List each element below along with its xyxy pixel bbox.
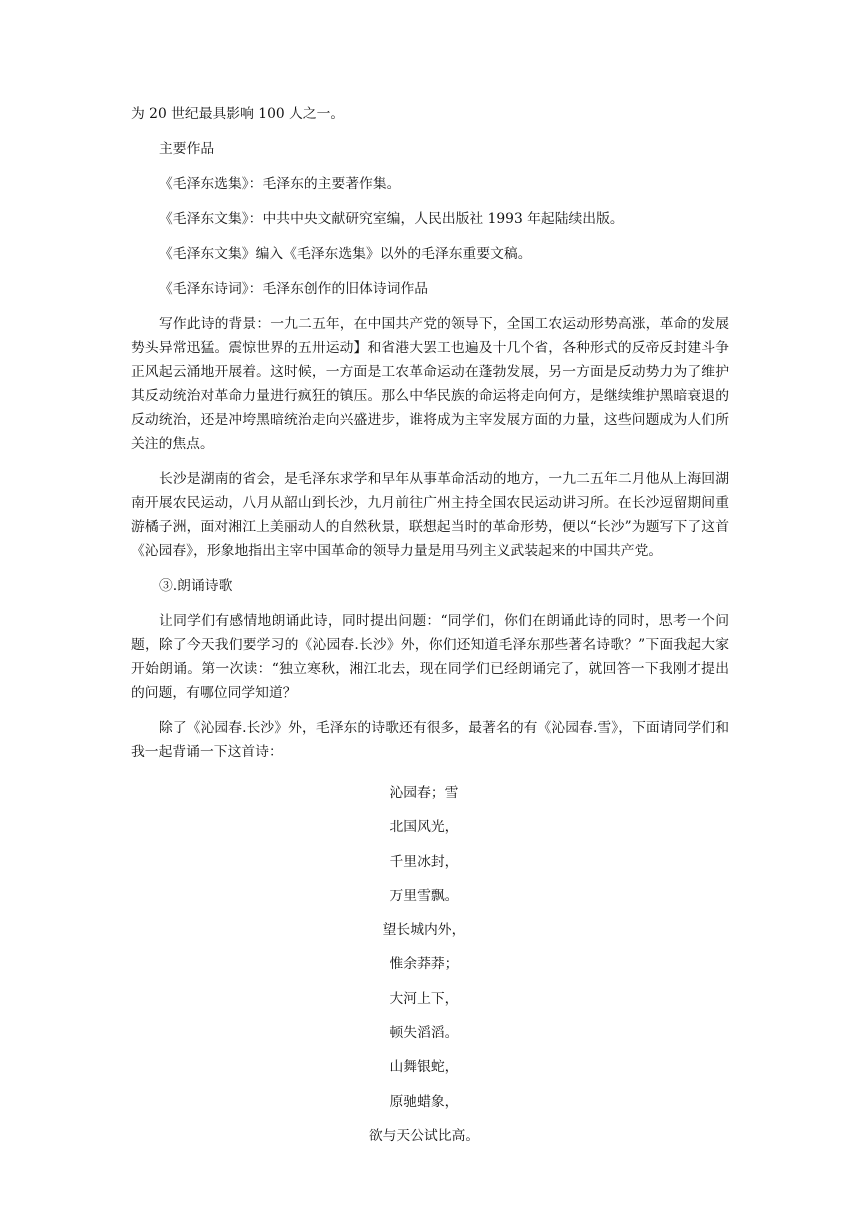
works-heading: 主要作品 xyxy=(159,141,215,157)
poem-line: 山舞银蛇， xyxy=(389,1059,459,1076)
poem-line: 顿失滔滔。 xyxy=(389,1025,459,1042)
work-item: 《毛泽东选集》：毛泽东的主要著作集。 xyxy=(159,176,401,192)
poem xyxy=(131,776,729,1153)
intro-line: 为 20 世纪最具影响 100 人之一。 xyxy=(131,106,345,122)
poem-line: 望长城内外， xyxy=(382,922,466,939)
poem-line: 欲与天公试比高。 xyxy=(368,1127,480,1144)
work-item: 《毛泽东文集》编入《毛泽东选集》以外的毛泽东重要文稿。 xyxy=(159,246,532,262)
poem-line: 原驰蜡象， xyxy=(389,1093,459,1110)
snow-paragraph: 除了《沁园春.长沙》外，毛泽东的诗歌还有很多，最著名的有《沁园春.雪》，下面请同学们和我一起背诵一下这首诗： xyxy=(131,720,729,760)
document-body xyxy=(131,102,729,1153)
background-paragraph: 写作此诗的背景：一九二五年，在中国共产党的领导下，全国工农运动形势高涨，革命的发展势头异常迅猛。震惊世界的五卅运动】和省港大罢工也遍及十几个省，各种形式的反帝反封建斗争正风起云涌地开展着。这时候，一方面是工农革命运动在蓬勃发展，另一方面是反动势力为了维护其反动统治对革命力量进行疯狂的镇压。那么中华民族的命运将走向何方，是继续维护黑暗衰退的反动统治，还是冲垮黑暗统治走向兴盛进步，谁将成为主宰发展方面的力量，这些问题成为人们所关注的焦点。 xyxy=(131,316,729,452)
poem-line: 大河上下， xyxy=(389,990,459,1007)
section-heading: ③.朗诵诗歌 xyxy=(159,578,233,594)
work-item: 《毛泽东诗词》：毛泽东创作的旧体诗词作品 xyxy=(159,281,429,297)
work-item: 《毛泽东文集》：中共中央文献研究室编，人民出版社 1993 年起陆续出版。 xyxy=(159,211,624,227)
reading-paragraph: 让同学们有感情地朗诵此诗，同时提出问题：“同学们，你们在朗诵此诗的同时，思考一个问题，除了今天我们要学习的《沁园春.长沙》外，你们还知道毛泽东那些著名诗歌？”下面我起大家开始朗诵。第一次读：“独立寒秋，湘江北去，现在同学们已经朗诵完了，就回答一下我刚才提出的问题，有哪位同学知道？ xyxy=(131,613,729,701)
poem-line: 惟余莽莽； xyxy=(389,956,459,973)
poem-title: 沁园春；雪 xyxy=(389,785,459,801)
poem-line: 万里雪飘。 xyxy=(389,887,459,904)
changsha-paragraph: 长沙是湖南的省会，是毛泽东求学和早年从事革命活动的地方，一九二五年二月他从上海回湖南开展农民运动，八月从韶山到长沙，九月前往广州主持全国农民运动讲习所。在长沙逗留期间重游橘子洲，面对湘江上美丽动人的自然秋景，联想起当时的革命形势，便以“长沙”为题写下了这首《沁园春》，形象地指出主宰中国革命的领导力量是用马列主义武装起来的中国共产党。 xyxy=(131,471,729,559)
poem-line: 北国风光， xyxy=(389,819,459,836)
poem-line: 千里冰封， xyxy=(389,853,459,870)
